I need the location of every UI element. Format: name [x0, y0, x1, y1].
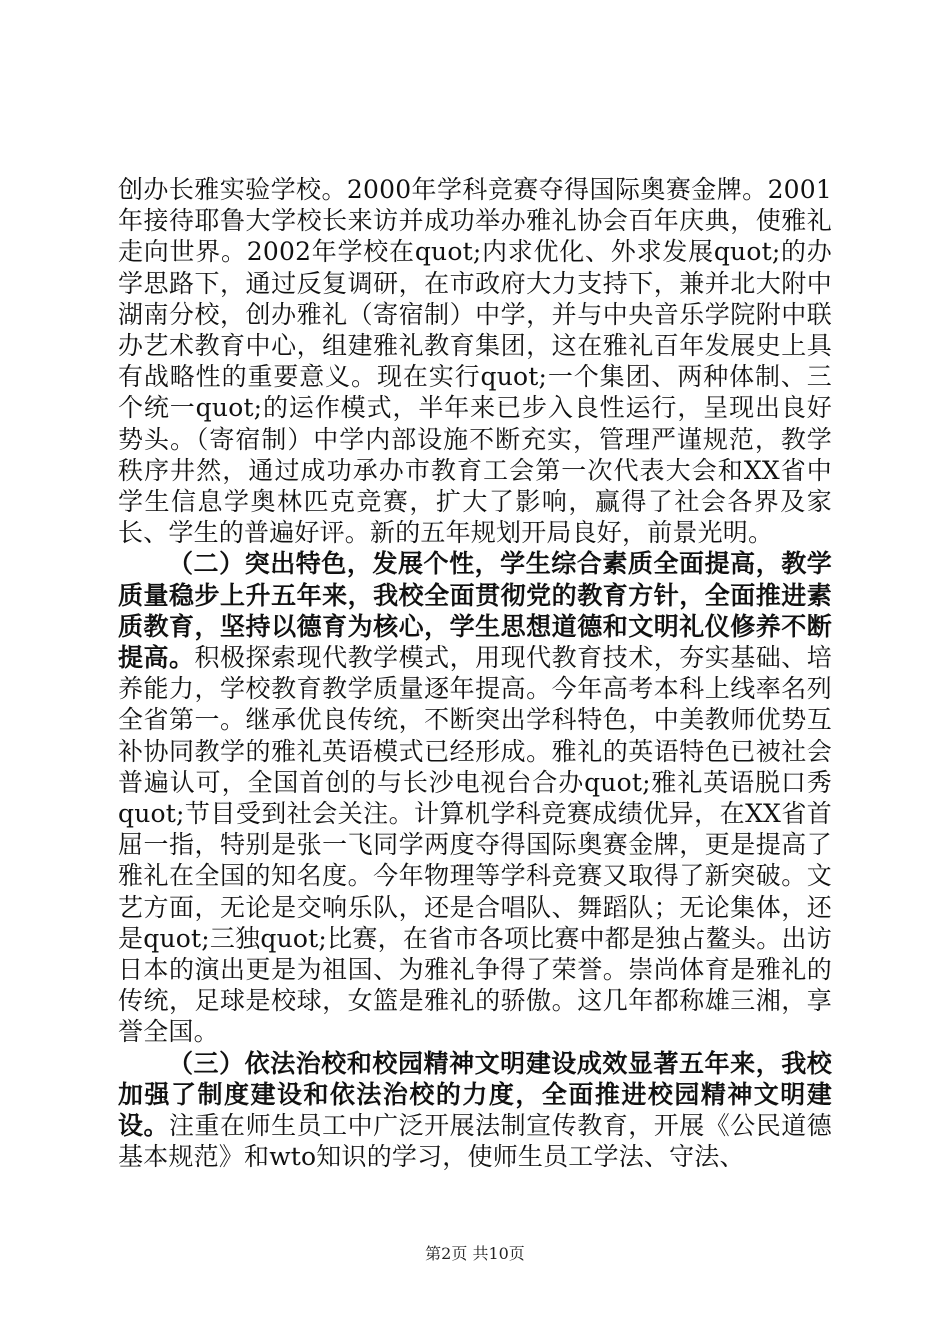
- paragraph-3-text: 注重在师生员工中广泛开展法制宣传教育，开展《公民道德基本规范》和wto知识的学习，使师生员工学法、守法、: [118, 1111, 833, 1172]
- paragraph-1-text: 创办长雅实验学校。2000年学科竞赛夺得国际奥赛金牌。2001年接待耶鲁大学校长来访并成功举办雅礼协会百年庆典，使雅礼走向世界。2002年学校在quot;内求优化、外求发展quot;的办学思路下，通过反复调研，在市政府大力支持下，兼并北大附中湖南分校，创办雅礼（寄宿制）中学，并与中央音乐学院附中联办艺术教育中心，组建雅礼教育集团，这在雅礼百年发展史上具有战略性的重要意义。现在实行quot;一个集团、两种体制、三个统一quot;的运作模式，半年来已步入良性运行，呈现出良好势头。（寄宿制）中学内部设施不断充实，管理严谨规范，教学秩序井然，通过成功承办市教育工会第一次代表大会和XX省中学生信息学奥林匹克竞赛，扩大了影响，赢得了社会各界及家长、学生的普遍好评。新的五年规划开局良好，前景光明。: [118, 175, 832, 548]
- paragraph-2: [118, 548, 832, 1047]
- section-heading-2: （二）突出特色，发展个性，学生综合素质全面提高，教学质量稳步上升五年来，我校全面贯彻党的教育方针，全面推进素质教育，坚持以德育为核心，学生思想道德和文明礼仪修养不断提高。: [118, 549, 832, 673]
- paragraph-3: [118, 1048, 832, 1173]
- page-footer: 第2页 共10页: [425, 1244, 525, 1263]
- paragraph-1: [118, 174, 832, 548]
- document-body: [118, 174, 832, 1173]
- section-heading-3: （三）依法治校和校园精神文明建设成效显著五年来，我校加强了制度建设和依法治校的力度，全面推进校园精神文明建设。: [118, 1048, 832, 1141]
- paragraph-2-text: 积极探索现代教学模式，用现代教育技术，夯实基础、培养能力，学校教育教学质量逐年提高。今年高考本科上线率名列全省第一。继承优良传统，不断突出学科特色，中美教师优势互补协同教学的雅礼英语模式已经形成。雅礼的英语特色已被社会普遍认可，全国首创的与长沙电视台合办quot;雅礼英语脱口秀quot;节目受到社会关注。计算机学科竞赛成绩优异，在XX省首屈一指，特别是张一飞同学两度夺得国际奥赛金牌，更是提高了雅礼在全国的知名度。今年物理等学科竞赛又取得了新突破。文艺方面，无论是交响乐队，还是合唱队、舞蹈队；无论集体，还是quot;三独quot;比赛，在省市各项比赛中都是独占鳌头。出访日本的演出更是为祖国、为雅礼争得了荣誉。崇尚体育是雅礼的传统，足球是校球，女篮是雅礼的骄傲。这几年都称雄三湘，享誉全国。: [118, 643, 832, 1047]
